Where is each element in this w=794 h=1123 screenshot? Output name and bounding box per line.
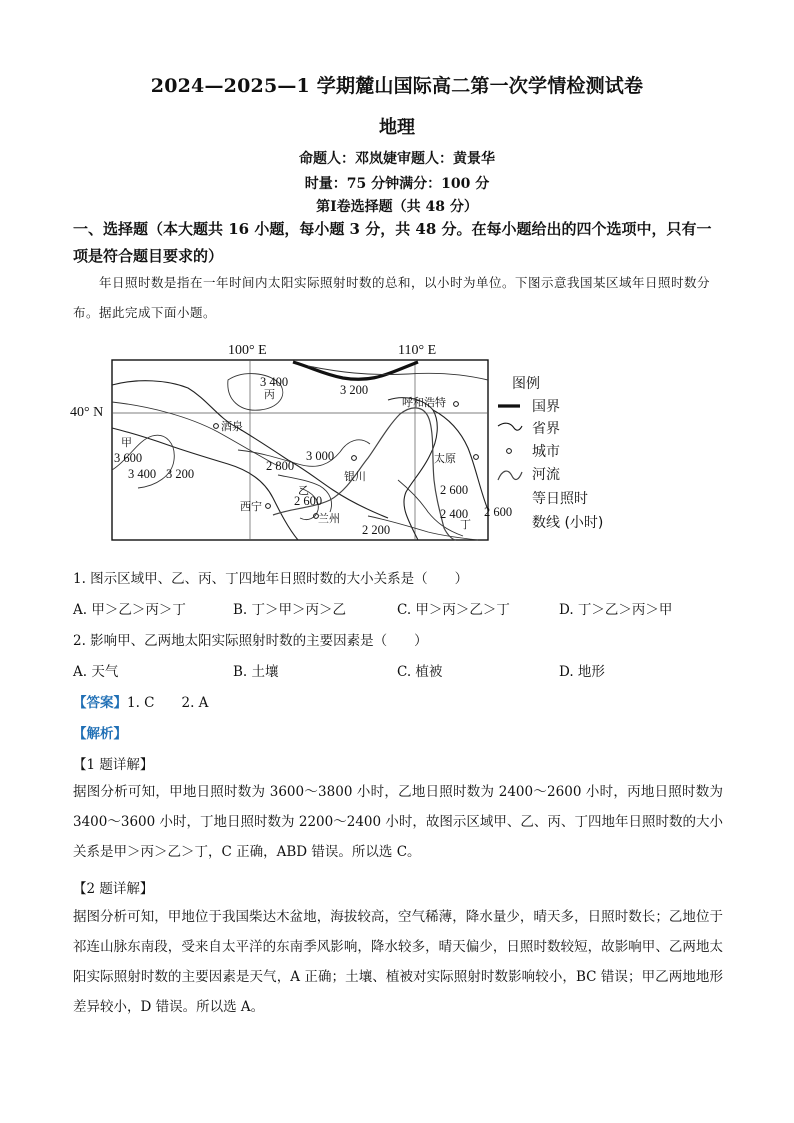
- section-heading: 一、选择题（本大题共 16 小题，每小题 3 分，共 48 分。在每小题给出的四个选项中，只有一项是符合题目要求的）: [73, 220, 712, 265]
- intro-paragraph: 年日照时数是指在一年时间内太阳实际照射时数的总和，以小时为单位。下图示意我国某区域年日照时数分布。据此完成下面小题。: [73, 275, 711, 320]
- city-label: 银川: [344, 471, 366, 483]
- subject-title: 地理: [379, 117, 415, 138]
- time-score-line: 时量：75 分钟满分：100 分: [304, 176, 490, 192]
- national-border: [293, 362, 418, 379]
- lon-label-100: 100° E: [228, 343, 267, 358]
- analysis-line: [73, 722, 127, 742]
- city-label: 西宁: [240, 501, 262, 513]
- detail-1-label: 【1 题详解】: [73, 757, 154, 773]
- isoline-label: 2 800: [266, 459, 295, 473]
- point-label: 丁: [460, 519, 471, 531]
- legend-river-symbol: [498, 471, 522, 480]
- option[interactable]: A. 天气: [73, 664, 119, 680]
- authors-line: 命题人：邓岚婕审题人：黄景华: [299, 151, 495, 167]
- isoline-label: 2 600: [294, 494, 323, 508]
- detail-1-text: 据图分析可知，甲地日照时数为 3600～3800 小时，乙地日照时数为 2400～2600 小时，丙地日照时数为 3400～3600 小时，丁地日照时数为 2200～2400 小时，故图示区域甲、乙、丙、丁四地年日照时数的大小关系是甲＞丙＞乙＞丁，C 正确，ABD 错误。所以选 C。: [73, 784, 723, 860]
- isoline-label: 2 600: [484, 505, 513, 519]
- legend-city: 城市: [532, 444, 560, 460]
- option[interactable]: C. 植被: [397, 664, 443, 680]
- city-marker: [454, 402, 459, 407]
- legend-province-symbol: [498, 423, 522, 430]
- isoline-label: 3 200: [340, 383, 369, 397]
- legend-isoline-unit: 数线 (小时): [532, 515, 604, 531]
- city-label: 太原: [434, 453, 456, 465]
- answer-value: 1. C 2. A: [127, 695, 209, 711]
- map-legend: [498, 376, 603, 531]
- isoline-label: 2 200: [362, 523, 391, 537]
- lat-label-40: 40° N: [70, 405, 104, 420]
- city-label: 呼和浩特: [402, 397, 446, 409]
- lon-label-110: 110° E: [398, 343, 437, 358]
- city-marker: [352, 456, 357, 461]
- detail-1-heading: [73, 753, 153, 773]
- option[interactable]: D. 丁＞乙＞丙＞甲: [559, 602, 673, 618]
- option[interactable]: A. 甲＞乙＞丙＞丁: [73, 602, 186, 618]
- exam-title: 2024—2025—1 学期麓山国际高二第一次学情检测试卷: [150, 75, 644, 97]
- answer-line: [73, 691, 208, 711]
- option[interactable]: D. 地形: [559, 664, 605, 680]
- isoline-label: 2 400: [440, 507, 469, 521]
- city-marker: [474, 455, 479, 460]
- legend-city-symbol: [507, 449, 512, 454]
- sunshine-map: [68, 340, 628, 550]
- city-marker: [266, 504, 271, 509]
- isoline-3200: [308, 366, 488, 380]
- option[interactable]: C. 甲＞丙＞乙＞丁: [397, 602, 510, 618]
- isoline-label: 3 400: [128, 467, 157, 481]
- point-label: 丙: [264, 389, 275, 401]
- point-label: 乙: [298, 485, 309, 497]
- analysis-label: 【解析】: [73, 726, 127, 742]
- city-marker: [214, 424, 219, 429]
- isoline-label: 3 200: [166, 467, 195, 481]
- isoline-label: 3 000: [306, 449, 335, 463]
- detail-2-label: 【2 题详解】: [73, 881, 154, 897]
- isoline-3000: [238, 440, 370, 467]
- legend-border: 国界: [532, 399, 560, 415]
- legend-title: 图例: [512, 376, 540, 392]
- province-border: [112, 428, 298, 540]
- option[interactable]: B. 土壤: [233, 664, 279, 680]
- city-label: 兰州: [318, 513, 340, 525]
- isoline-label: 2 600: [440, 483, 469, 497]
- legend-river: 河流: [532, 467, 560, 483]
- point-label: 甲: [121, 437, 132, 449]
- isoline-label: 3 400: [260, 375, 289, 389]
- map-frame: [112, 360, 488, 540]
- question-1-stem: 1. 图示区域甲、乙、丙、丁四地年日照时数的大小关系是（ ）: [73, 571, 469, 587]
- answer-label: 【答案】: [73, 695, 127, 711]
- city-label: 酒泉: [221, 421, 243, 433]
- legend-province: 省界: [532, 421, 560, 437]
- detail-2-heading: [73, 877, 153, 897]
- option[interactable]: B. 丁＞甲＞丙＞乙: [233, 602, 347, 618]
- detail-2-text: 据图分析可知，甲地位于我国柴达木盆地，海拔较高，空气稀薄，降水量少，晴天多，日照时数长；乙地位于祁连山脉东南段，受来自太平洋的东南季风影响，降水较多，晴天偏少，日照时数较短，故影响甲、乙两地太阳实际照射时数的主要因素是天气，A 正确；土壤、植被对实际照射时数影响较小，BC 错误；甲乙两地地形差异较小，D 错误。所以选 A。: [73, 909, 723, 1015]
- volume-line: 第Ⅰ卷选择题（共 48 分）: [316, 199, 478, 215]
- question-2-stem: 2. 影响甲、乙两地太阳实际照射时数的主要因素是（ ）: [73, 633, 428, 649]
- legend-isoline: 等日照时: [532, 491, 588, 507]
- isoline-label: 3 600: [114, 451, 143, 465]
